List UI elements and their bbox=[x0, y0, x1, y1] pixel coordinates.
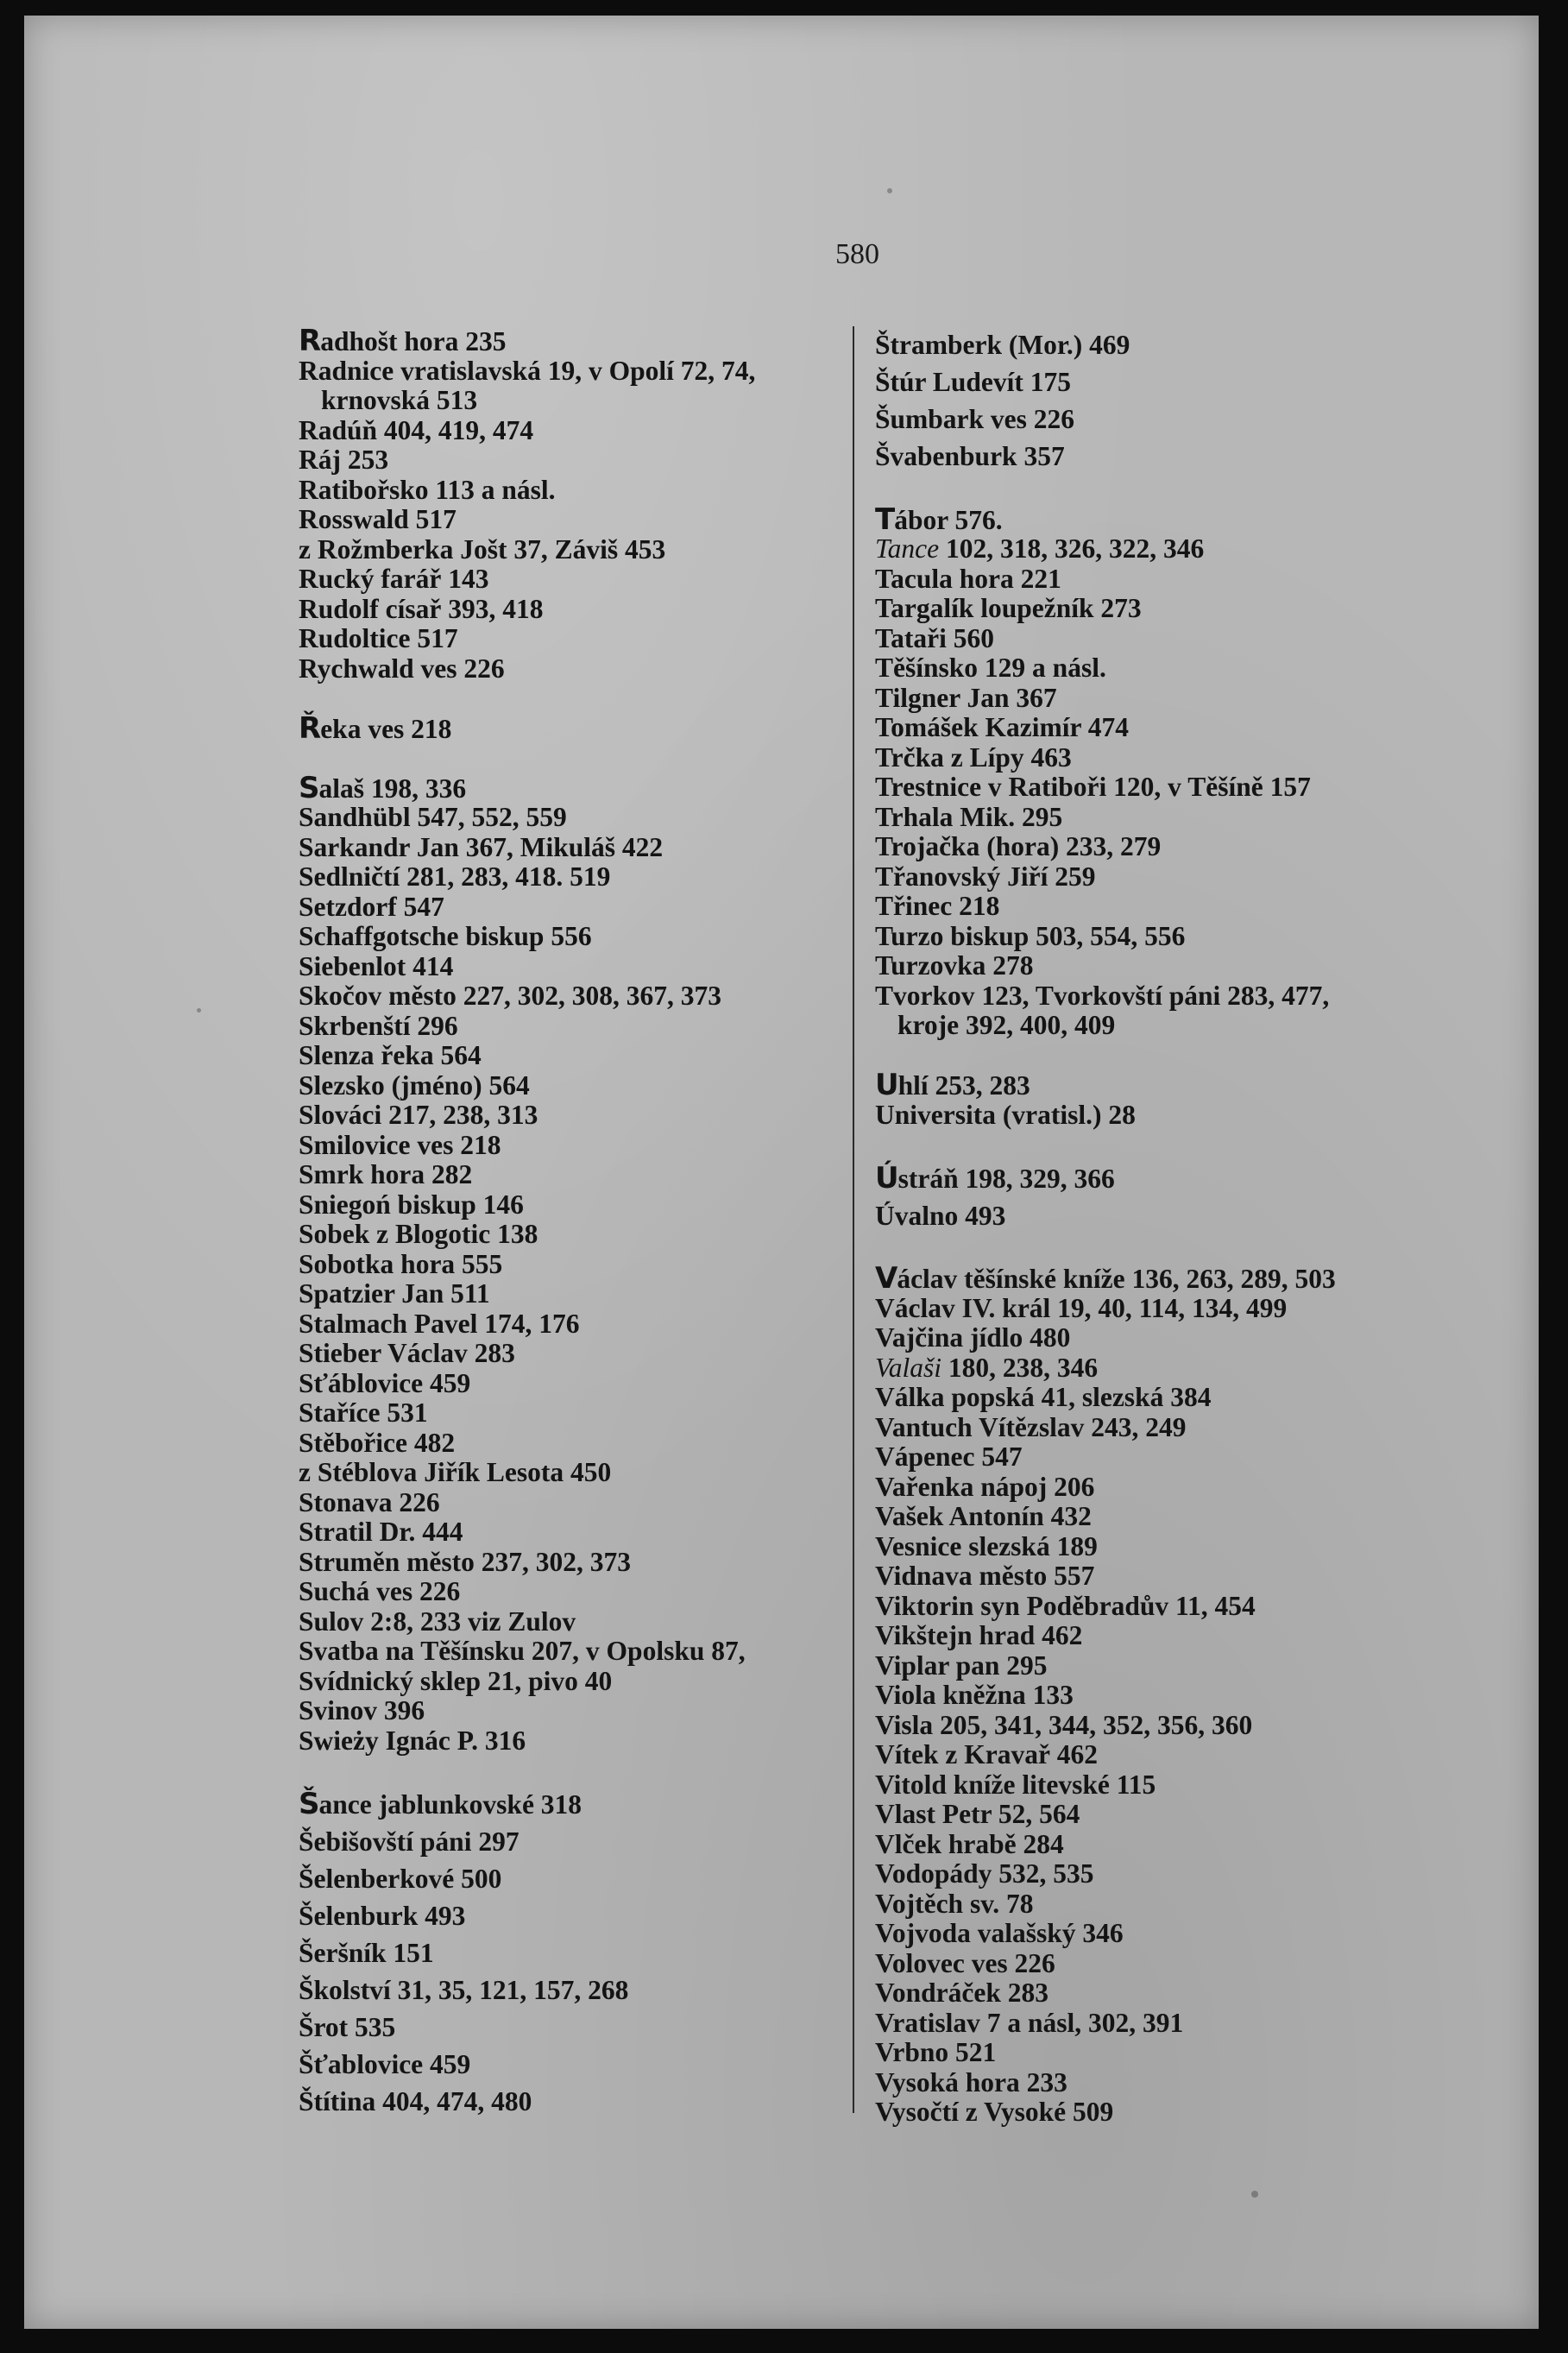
index-entry bbox=[299, 505, 868, 535]
index-entry bbox=[299, 535, 868, 565]
index-entry bbox=[875, 1473, 1479, 1503]
section-initial: Ú bbox=[875, 1160, 898, 1195]
index-entry bbox=[875, 1323, 1479, 1353]
index-entry bbox=[299, 710, 868, 746]
index-entry-text: Vondráček 283 bbox=[875, 1978, 1048, 2008]
index-entry bbox=[299, 1279, 868, 1309]
index-entry-text: Tomášek Kazimír 474 bbox=[875, 712, 1130, 742]
ink-speck bbox=[197, 1008, 201, 1012]
index-entry-text: Slenza řeka 564 bbox=[299, 1040, 482, 1070]
index-entry bbox=[875, 1859, 1479, 1889]
index-entry bbox=[299, 981, 868, 1012]
index-entry bbox=[299, 1897, 868, 1934]
section-gap bbox=[875, 1130, 1479, 1160]
index-entry bbox=[299, 1934, 868, 1971]
index-entry-text: Úvalno 493 bbox=[875, 1200, 1006, 1231]
scanned-page bbox=[24, 16, 1539, 2329]
index-entry-text: Vratislav 7 a násl, 302, 391 bbox=[875, 2007, 1184, 2038]
index-entry bbox=[299, 2009, 868, 2046]
index-entry bbox=[299, 1131, 868, 1161]
index-entry-text: Svinov 396 bbox=[299, 1695, 425, 1725]
index-entry-text: Třanovský Jiří 259 bbox=[875, 861, 1096, 892]
index-entry-text: Tataři 560 bbox=[875, 622, 994, 653]
index-entry-text: Vidnava město 557 bbox=[875, 1561, 1095, 1591]
index-entry-text: Rucký farář 143 bbox=[299, 564, 489, 594]
index-entry bbox=[299, 1250, 868, 1280]
section-initial: R bbox=[299, 324, 321, 358]
index-entry bbox=[875, 743, 1479, 773]
index-entry-text: Školství 31, 35, 121, 157, 268 bbox=[299, 1974, 629, 2005]
index-entry bbox=[299, 1488, 868, 1518]
index-entry-text: Stalmach Pavel 174, 176 bbox=[299, 1308, 580, 1339]
index-entry bbox=[299, 1398, 868, 1429]
index-entry bbox=[875, 832, 1479, 862]
index-entry-text: Vápenec 547 bbox=[875, 1441, 1023, 1472]
index-entry bbox=[299, 1637, 868, 1667]
italic-headword: Tance bbox=[875, 533, 940, 564]
index-entry bbox=[299, 1696, 868, 1726]
index-entry bbox=[875, 1383, 1479, 1413]
index-entry-text: Skrbenští 296 bbox=[299, 1010, 458, 1041]
section-gap bbox=[875, 1041, 1479, 1071]
index-entry-text: ábor 576. bbox=[894, 504, 1003, 535]
index-entry bbox=[299, 445, 868, 476]
index-entry bbox=[875, 1011, 1479, 1041]
index-entry bbox=[875, 363, 1479, 401]
index-entry-text: Turzovka 278 bbox=[875, 950, 1034, 981]
index-entry bbox=[299, 1339, 868, 1369]
index-entry bbox=[299, 893, 868, 923]
index-entry bbox=[299, 922, 868, 952]
index-entry-text: Stěbořice 482 bbox=[299, 1427, 456, 1458]
index-column-right bbox=[875, 326, 1479, 2128]
index-entry-text: Turzo biskup 503, 554, 556 bbox=[875, 920, 1186, 951]
index-entry bbox=[875, 1978, 1479, 2009]
section-gap bbox=[299, 684, 868, 714]
index-entry-text: ance jablunkovské 318 bbox=[318, 1788, 582, 1820]
index-entry bbox=[299, 356, 868, 387]
index-entry-text: Skočov město 227, 302, 308, 367, 373 bbox=[299, 981, 721, 1011]
index-entry bbox=[299, 565, 868, 595]
section-initial: Ř bbox=[299, 710, 321, 746]
index-entry-text: Suchá ves 226 bbox=[299, 1576, 461, 1606]
index-entry bbox=[299, 1309, 868, 1340]
index-entry bbox=[875, 1711, 1479, 1741]
index-entry-text: Smilovice ves 218 bbox=[299, 1129, 501, 1160]
index-entry-text: Siebenlot 414 bbox=[299, 950, 454, 981]
section-initial: U bbox=[875, 1068, 898, 1102]
index-entry-text: Vítek z Kravař 462 bbox=[875, 1739, 1099, 1769]
index-entry-text: Radnice vratislavská 19, v Opolí 72, 74, bbox=[299, 355, 756, 386]
index-entry bbox=[299, 833, 868, 863]
index-entry-text: Vašek Antonín 432 bbox=[875, 1501, 1092, 1531]
section-initial: Š bbox=[299, 1786, 319, 1821]
index-entry-text: Vysoká hora 233 bbox=[875, 2066, 1067, 2098]
page-number: 580 bbox=[835, 238, 879, 270]
index-entry-text: Sťáblovice 459 bbox=[299, 1367, 471, 1398]
index-entry bbox=[299, 1429, 868, 1459]
index-entry bbox=[299, 770, 868, 805]
index-entry-text: Sniegoń biskup 146 bbox=[299, 1189, 524, 1220]
index-entry bbox=[875, 502, 1479, 537]
index-entry bbox=[299, 2083, 868, 2120]
index-entry-text: Šumbark ves 226 bbox=[875, 404, 1075, 434]
index-entry-text: Svídnický sklep 21, pivo 40 bbox=[299, 1665, 613, 1696]
index-entry-text: Švabenburk 357 bbox=[875, 441, 1065, 471]
index-entry-text: Ratibořsko 113 a násl. bbox=[299, 474, 556, 505]
index-entry bbox=[875, 951, 1479, 981]
index-entry bbox=[875, 1532, 1479, 1562]
index-entry bbox=[299, 1101, 868, 1131]
index-entry-text: Šelenberkové 500 bbox=[299, 1863, 502, 1894]
index-entry-text: stráň 198, 329, 366 bbox=[897, 1163, 1115, 1194]
index-entry bbox=[299, 1786, 868, 1823]
index-entry-text: Štúr Ludevít 175 bbox=[875, 367, 1071, 397]
section-initial: V bbox=[875, 1261, 897, 1296]
index-entry-text: Svatba na Těšínsku 207, v Opolsku 87, bbox=[299, 1636, 746, 1666]
index-entry-text: Volovec ves 226 bbox=[875, 1947, 1055, 1978]
index-entry bbox=[875, 1889, 1479, 1920]
index-entry-text: Vrbno 521 bbox=[875, 2037, 997, 2067]
ink-speck bbox=[887, 188, 892, 193]
index-entry-text: hlí 253, 283 bbox=[897, 1070, 1030, 1101]
index-entry bbox=[299, 1012, 868, 1042]
index-entry bbox=[875, 684, 1479, 714]
index-entry bbox=[875, 565, 1479, 595]
index-entry bbox=[875, 1681, 1479, 1711]
index-entry bbox=[875, 594, 1479, 624]
index-entry bbox=[875, 1160, 1479, 1197]
index-entry bbox=[299, 654, 868, 684]
index-entry bbox=[875, 1651, 1479, 1681]
index-entry-text: Slezsko (jméno) 564 bbox=[299, 1069, 530, 1101]
ink-speck bbox=[1251, 2191, 1258, 2198]
index-entry-text: Vitold kníže litevské 115 bbox=[875, 1769, 1156, 1800]
index-entry-text: Šeršník 151 bbox=[299, 1937, 434, 1968]
index-entry-text: Tvorkov 123, Tvorkovští páni 283, 477, bbox=[875, 980, 1330, 1011]
index-entry bbox=[875, 1101, 1479, 1131]
index-entry bbox=[299, 1726, 868, 1757]
index-entry bbox=[875, 1949, 1479, 1979]
index-entry-text: Stonava 226 bbox=[299, 1486, 440, 1517]
index-entry-text: Šelenburk 493 bbox=[299, 1900, 466, 1931]
index-entry-text: Staříce 531 bbox=[299, 1397, 428, 1428]
index-entry-text: Viplar pan 295 bbox=[875, 1650, 1048, 1681]
index-entry bbox=[875, 1800, 1479, 1830]
index-entry-text: z Stéblova Jiřík Lesota 450 bbox=[299, 1457, 612, 1487]
index-entry bbox=[299, 2046, 868, 2083]
index-entry bbox=[299, 624, 868, 654]
index-entry-text: Štramberk (Mor.) 469 bbox=[875, 330, 1130, 360]
section-gap bbox=[299, 743, 868, 773]
index-entry-text: krnovská 513 bbox=[321, 385, 478, 415]
index-entry-text: kroje 392, 400, 409 bbox=[897, 1010, 1116, 1040]
index-entry-text: Tilgner Jan 367 bbox=[875, 682, 1057, 713]
index-entry bbox=[299, 326, 868, 356]
index-entry bbox=[875, 2068, 1479, 2098]
index-column-left bbox=[299, 326, 868, 2120]
index-entry bbox=[875, 773, 1479, 803]
index-entry-text: Vojvoda valašský 346 bbox=[875, 1918, 1124, 1948]
index-entry-text: Vlček hrabě 284 bbox=[875, 1828, 1064, 1859]
index-entry-text: Visla 205, 341, 344, 352, 356, 360 bbox=[875, 1709, 1253, 1740]
index-entry bbox=[299, 952, 868, 982]
index-entry bbox=[299, 1667, 868, 1697]
index-entry bbox=[875, 2098, 1479, 2128]
section-gap bbox=[875, 475, 1479, 505]
index-entry-text: Smrk hora 282 bbox=[299, 1159, 473, 1189]
index-entry bbox=[875, 981, 1479, 1012]
index-entry-text: Šrot 535 bbox=[299, 2011, 396, 2042]
index-entry-text: Schaffgotsche biskup 556 bbox=[299, 921, 592, 951]
index-entry-text: Štítina 404, 474, 480 bbox=[299, 2085, 532, 2116]
index-entry bbox=[875, 1592, 1479, 1622]
index-entry-text: z Rožmberka Jošt 37, Záviš 453 bbox=[299, 533, 666, 565]
section-initial: T bbox=[875, 502, 895, 537]
index-entry-text: Rychwald ves 226 bbox=[299, 653, 505, 684]
index-entry-text: Třinec 218 bbox=[875, 891, 1000, 921]
index-entry-text: Rudoltice 517 bbox=[299, 623, 458, 653]
index-entry-text: Targalík loupežník 273 bbox=[875, 593, 1142, 623]
index-entry-text: Slováci 217, 238, 313 bbox=[299, 1100, 538, 1130]
index-entry bbox=[875, 1561, 1479, 1592]
index-entry-text: Sedlničtí 281, 283, 418. 519 bbox=[299, 861, 611, 892]
index-entry-text: Vojtěch sv. 78 bbox=[875, 1888, 1034, 1919]
section-gap bbox=[875, 1234, 1479, 1265]
index-entry bbox=[875, 2038, 1479, 2068]
index-entry-text: Vlast Petr 52, 564 bbox=[875, 1799, 1080, 1829]
index-entry bbox=[299, 862, 868, 893]
index-entry-text: Sandhübl 547, 552, 559 bbox=[299, 802, 567, 832]
index-entry bbox=[299, 1860, 868, 1897]
index-entry-text: Sarkandr Jan 367, Mikuláš 422 bbox=[299, 831, 664, 862]
index-entry bbox=[875, 438, 1479, 475]
index-entry bbox=[875, 713, 1479, 743]
index-entry-text: Rosswald 517 bbox=[299, 504, 457, 534]
index-entry-text: Vajčina jídlo 480 bbox=[875, 1322, 1071, 1353]
index-entry bbox=[299, 1548, 868, 1578]
index-entry bbox=[299, 1458, 868, 1488]
index-entry bbox=[299, 1190, 868, 1221]
index-entry-text: Spatzier Jan 511 bbox=[299, 1278, 490, 1309]
index-entry bbox=[299, 1517, 868, 1548]
index-entry bbox=[299, 386, 868, 416]
index-entry bbox=[875, 803, 1479, 833]
index-entry-text: Setzdorf 547 bbox=[299, 891, 444, 922]
index-entry bbox=[875, 862, 1479, 893]
index-entry-text: Trhala Mik. 295 bbox=[875, 801, 1063, 832]
index-entry bbox=[875, 922, 1479, 952]
index-entry-text: alaš 198, 336 bbox=[318, 773, 467, 804]
index-entry bbox=[875, 1294, 1479, 1324]
index-entry bbox=[299, 1823, 868, 1860]
index-entry-text: Struměn město 237, 302, 373 bbox=[299, 1546, 631, 1577]
index-entry bbox=[875, 653, 1479, 684]
index-entry bbox=[875, 624, 1479, 654]
index-entry-text: Šebišovští páni 297 bbox=[299, 1826, 520, 1857]
index-entry-text: Rudolf císař 393, 418 bbox=[299, 593, 544, 624]
index-entry bbox=[299, 476, 868, 506]
index-entry-text: Válka popská 41, slezská 384 bbox=[875, 1382, 1212, 1412]
index-entry bbox=[875, 1442, 1479, 1473]
index-entry bbox=[875, 2009, 1479, 2039]
index-entry-text: Stieber Václav 283 bbox=[299, 1338, 515, 1368]
index-entry-text: Vesnice slezská 189 bbox=[875, 1530, 1098, 1561]
index-entry bbox=[875, 1830, 1479, 1860]
index-entry-text: Ráj 253 bbox=[299, 445, 389, 475]
index-entry bbox=[875, 326, 1479, 363]
index-entry bbox=[299, 1160, 868, 1190]
index-entry-text: Universita (vratisl.) 28 bbox=[875, 1099, 1136, 1130]
index-entry bbox=[875, 1413, 1479, 1443]
index-entry bbox=[299, 1041, 868, 1071]
index-entry-text: áclav těšínské kníže 136, 263, 289, 503 bbox=[897, 1264, 1336, 1294]
index-entry-text: Tacula hora 221 bbox=[875, 563, 1061, 594]
section-initial: S bbox=[299, 770, 319, 805]
index-entry bbox=[299, 803, 868, 833]
index-entry-text: eka ves 218 bbox=[320, 713, 452, 744]
index-entry bbox=[299, 1971, 868, 2009]
index-entry bbox=[299, 1071, 868, 1101]
index-entry-text: Viola kněžna 133 bbox=[875, 1680, 1074, 1710]
index-entry bbox=[299, 1607, 868, 1637]
index-entry bbox=[299, 1577, 868, 1607]
index-entry bbox=[875, 1197, 1479, 1234]
index-entry bbox=[875, 892, 1479, 922]
index-entry-text: Viktorin syn Poděbradův 11, 454 bbox=[875, 1590, 1256, 1621]
index-entry-text: Sobek z Blogotic 138 bbox=[299, 1219, 538, 1249]
index-entry-text: Vikštejn hrad 462 bbox=[875, 1620, 1083, 1650]
index-entry-text: adhošt hora 235 bbox=[320, 326, 507, 356]
index-entry bbox=[875, 1261, 1479, 1296]
index-entry bbox=[875, 1919, 1479, 1949]
index-entry bbox=[875, 1353, 1479, 1384]
index-entry-text: Tance 102, 318, 326, 322, 346 bbox=[875, 533, 1205, 564]
index-entry-text: Swieży Ignác P. 316 bbox=[299, 1725, 526, 1756]
index-entry-text: Václav IV. král 19, 40, 114, 134, 499 bbox=[875, 1292, 1288, 1323]
index-entry bbox=[875, 401, 1479, 438]
index-entry-text: Vodopády 532, 535 bbox=[875, 1858, 1094, 1889]
index-entry bbox=[299, 595, 868, 625]
italic-headword: Valaši bbox=[875, 1352, 942, 1383]
index-entry-text: Radúň 404, 419, 474 bbox=[299, 414, 534, 445]
column-divider bbox=[853, 326, 854, 2113]
index-entry bbox=[875, 1502, 1479, 1532]
index-entry-text: Sobotka hora 555 bbox=[299, 1248, 503, 1279]
index-entry bbox=[875, 534, 1479, 565]
index-entry-text: Sulov 2:8, 233 viz Zulov bbox=[299, 1605, 576, 1637]
index-entry-text: Šťablovice 459 bbox=[299, 2048, 471, 2079]
index-entry bbox=[875, 1070, 1479, 1101]
section-gap bbox=[299, 1756, 868, 1786]
index-entry-text: Stratil Dr. 444 bbox=[299, 1517, 463, 1547]
index-entry-text: Trčka z Lípy 463 bbox=[875, 741, 1072, 773]
index-entry bbox=[875, 1770, 1479, 1801]
index-entry bbox=[299, 1220, 868, 1250]
index-entry bbox=[875, 1621, 1479, 1651]
index-entry-text: Vařenka nápoj 206 bbox=[875, 1471, 1095, 1502]
index-entry-text: Trojačka (hora) 233, 279 bbox=[875, 831, 1162, 861]
index-entry bbox=[299, 1369, 868, 1399]
index-entry-text: Vysočtí z Vysoké 509 bbox=[875, 2097, 1114, 2127]
index-entry bbox=[875, 1740, 1479, 1770]
index-entry-text: Těšínsko 129 a násl. bbox=[875, 653, 1106, 683]
index-entry-text: Valaši 180, 238, 346 bbox=[875, 1352, 1099, 1383]
index-entry-text: Vantuch Vítězslav 243, 249 bbox=[875, 1411, 1187, 1442]
index-entry bbox=[299, 416, 868, 446]
index-entry-text: Trestnice v Ratiboři 120, v Těšíně 157 bbox=[875, 772, 1311, 802]
